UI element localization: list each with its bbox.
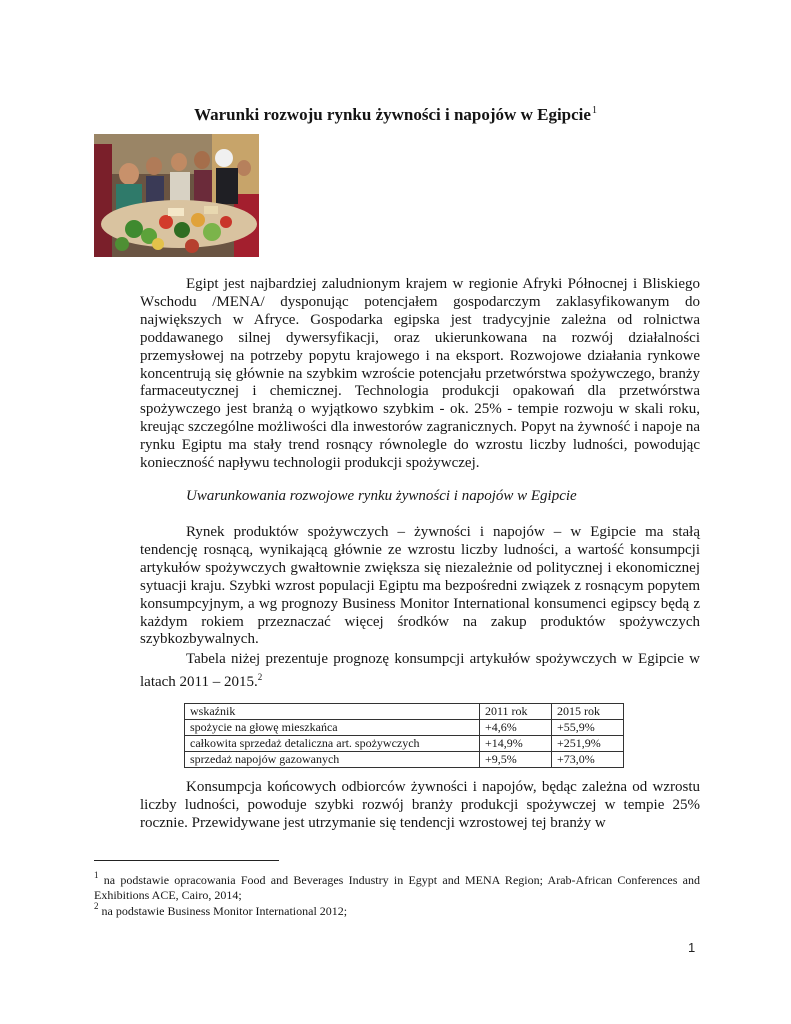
footnote-1-number: 1: [94, 870, 99, 880]
table-cell: całkowita sprzedaż detaliczna art. spożywczych: [185, 736, 480, 752]
footnote-ref-2: 2: [257, 671, 263, 682]
paragraph-intro: Egipt jest najbardziej zaludnionym krajem w regionie Afryki Północnej i Bliskiego Wschodu /MENA/ dysponując potencjałem gospodarczym zaklasyfikowanym do największych w Afryce. Gospodarka egipska jest tradycyjnie zależna od rolnictwa poddawanego silnej dywersyfikacji, oraz ukierunkowana na rozwój działalności przemysłowej na potrzeby popytu krajowego i na eksport. Rozwojowe działania rynkowe koncentrują się głównie na szybkim wzroście potencjału przetwórstwa spożywczego, branży farmaceutycznej i chemicznej. Technologia produkcji opakowań dla przetwórstwa spożywczego jest branżą o wyjątkowo szybkim - ok. 25% - tempie rozwoju w skali roku, kreując szczególne możliwości dla inwestorów zagranicznych. Popyt na żywność i napoje na rynku Egiptu ma stały trend rosnący równolegle do wzrostu liczby ludności, powodując konieczność napływu technologii produkcji spożywczej.: [140, 276, 700, 472]
photo-illustration: [94, 134, 259, 257]
table-cell: +251,9%: [552, 736, 624, 752]
footnote-1-text: na podstawie opracowania Food and Beverages Industry in Egypt and MENA Region; Arab-African Conferences and Exhibitions ACE, Cairo, 2014;: [94, 873, 700, 902]
footnote-1: [94, 868, 700, 902]
table-cell: sprzedaż napojów gazowanych: [185, 752, 480, 768]
table-header-row: [185, 704, 624, 720]
title-text: Warunki rozwoju rynku żywności i napojów w Egipcie: [194, 105, 591, 125]
footnote-separator: [94, 860, 279, 861]
table-cell: +73,0%: [552, 752, 624, 768]
table-row: [185, 736, 624, 752]
header-cell-indicator: wskaźnik: [185, 704, 480, 720]
paragraph-table-intro: [140, 651, 700, 692]
table-cell: +4,6%: [480, 720, 552, 736]
table-cell: spożycie na głowę mieszkańca: [185, 720, 480, 736]
footnote-2-number: 2: [94, 901, 99, 911]
table-cell: +55,9%: [552, 720, 624, 736]
footnote-2-text: na podstawie Business Monitor International 2012;: [101, 904, 348, 918]
footnote-2: [94, 899, 700, 919]
table-row: [185, 720, 624, 736]
document-title: [0, 105, 791, 125]
paragraph-consumption: Konsumpcja końcowych odbiorców żywności i napojów, będąc zależna od wzrostu liczby ludności, powoduje szybki rozwój branży produkcji spożywczej w tempie 25% rocznie. Przewidywane jest utrzymanie się tendencji wzrostowej tej branży w: [140, 779, 700, 831]
table-cell: +9,5%: [480, 752, 552, 768]
table-row: [185, 752, 624, 768]
header-cell-2015: 2015 rok: [552, 704, 624, 720]
consumption-forecast-table: [184, 703, 624, 768]
table-cell: +14,9%: [480, 736, 552, 752]
photo-market-family: [94, 134, 259, 257]
title-footnote-ref: 1: [591, 105, 597, 117]
header-cell-2011: 2011 rok: [480, 704, 552, 720]
paragraph-market: Rynek produktów spożywczych – żywności i napojów – w Egipcie ma stałą tendencję rosnącą, wynikającą głównie ze wzrostu liczby ludności, a wartość konsumpcji artykułów spożywczych gwałtownie zwiększa się niezależnie od politycznej i ekonomicznej sytuacji kraju. Szybki wzrost populacji Egiptu ma bezpośredni związek z rosnącym popytem konsumpcyjnym, a wg prognozy Business Monitor International konsumenci egipscy będą z każdym rokiem przeznaczać więcej środków na zakup produktów spożywczych szybkozbywalnych.: [140, 524, 700, 648]
section-subheading: Uwarunkowania rozwojowe rynku żywności i napojów w Egipcie: [186, 488, 577, 504]
paragraph-table-intro-text: Tabela niżej prezentuje prognozę konsumpcji artykułów spożywczych w Egipcie w latach 2011 – 2015.: [140, 651, 700, 690]
page-number: 1: [688, 940, 696, 955]
